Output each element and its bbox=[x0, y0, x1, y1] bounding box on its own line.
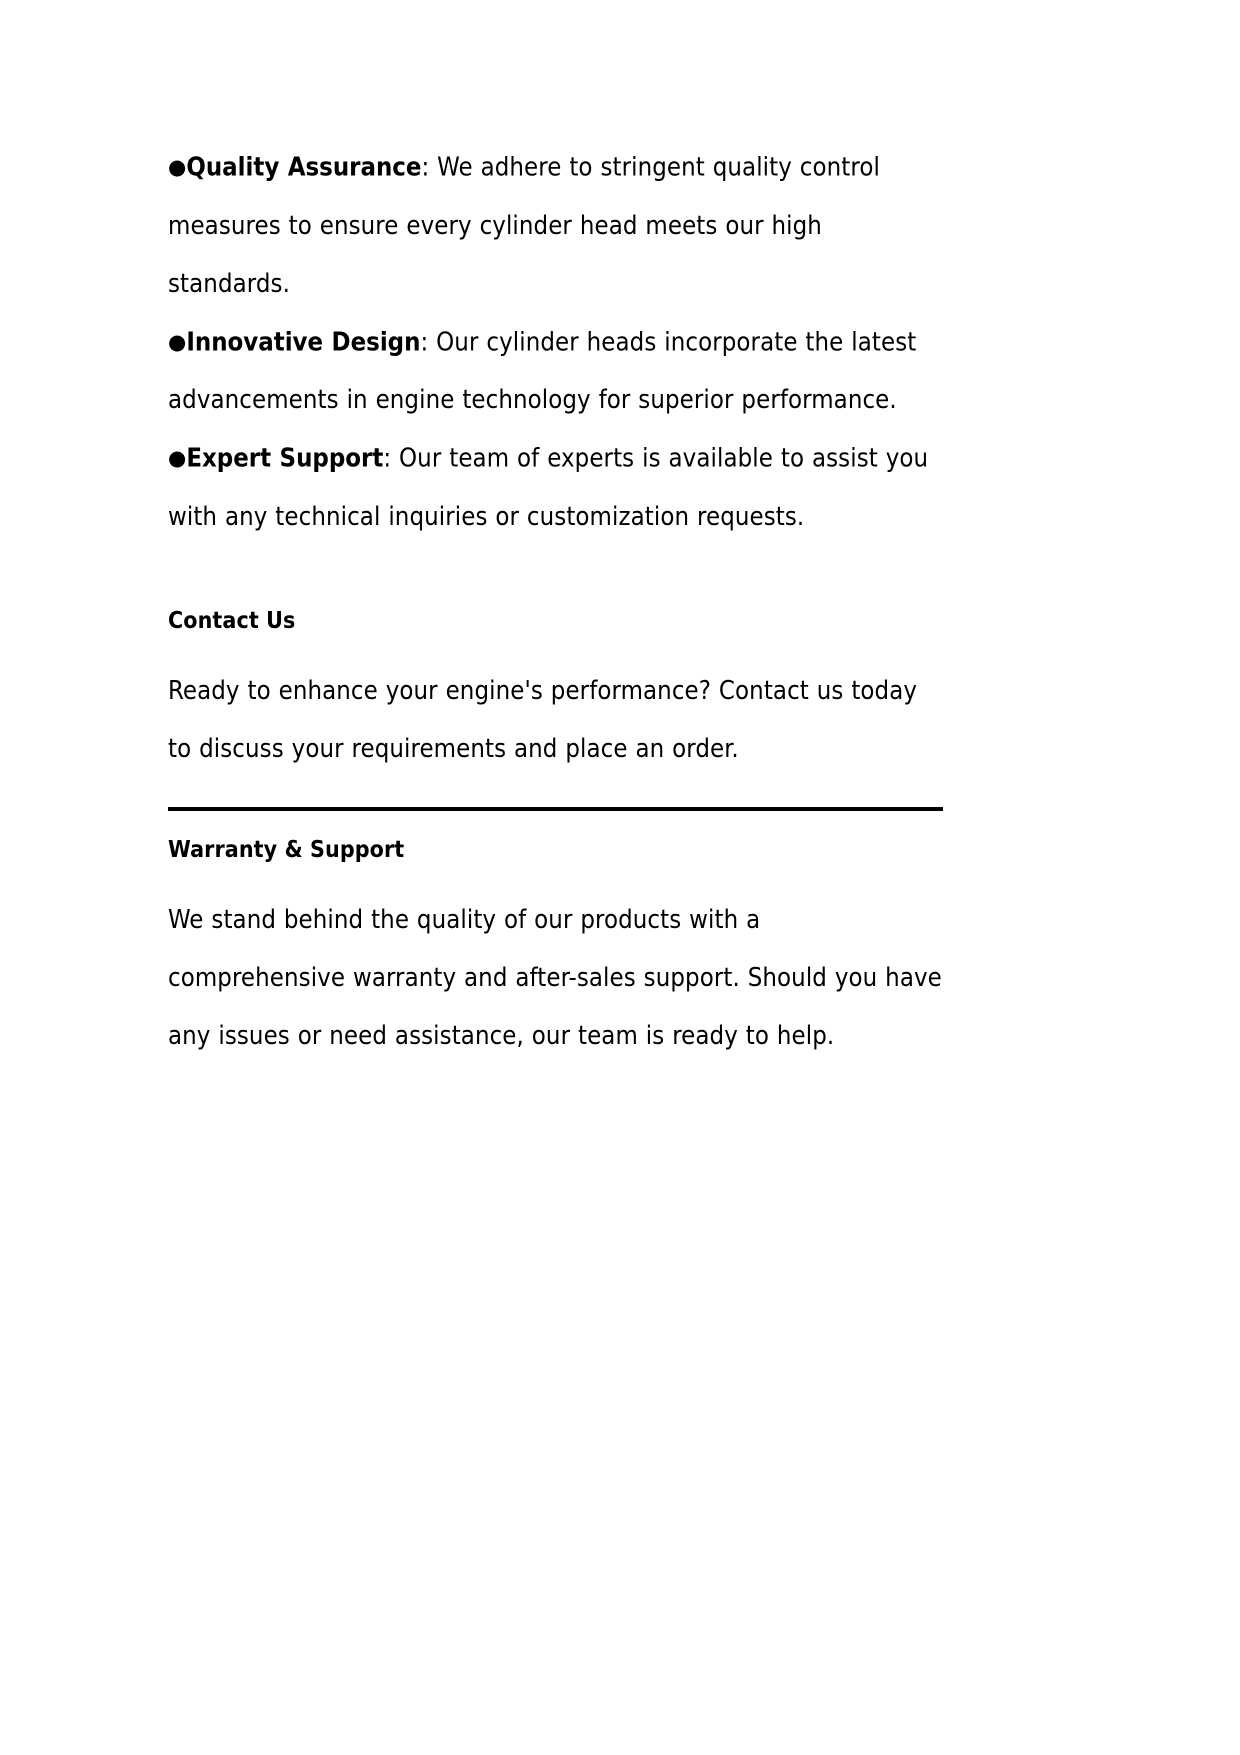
spacer bbox=[168, 546, 943, 604]
list-item-label: Quality Assurance bbox=[186, 152, 422, 183]
bullet-marker-icon: ● bbox=[168, 446, 187, 470]
bullet-marker-icon: ● bbox=[168, 329, 187, 354]
section-heading-warranty-support: Warranty & Support bbox=[168, 836, 405, 863]
section-paragraph-contact-us: Ready to enhance your engine's performance? Contact us today to discuss your requirements and place an order. bbox=[168, 675, 918, 764]
list-item-label: Innovative Design bbox=[186, 327, 421, 357]
section-paragraph-warranty-support: We stand behind the quality of our products with a comprehensive warranty and after-sales support. Should you have any issues or need assistance, our team is ready to help. bbox=[168, 904, 942, 1051]
section-heading-contact-us: Contact Us bbox=[168, 607, 296, 634]
list-item-text: : We adhere to stringent quality control measures to ensure every cylinder head meets our high standards. bbox=[168, 152, 880, 299]
list-item-label: Expert Support bbox=[186, 443, 384, 474]
bullet-marker-icon: ● bbox=[168, 155, 187, 179]
list-item-text: : Our team of experts is available to assist you with any technical inquiries or customization requests. bbox=[168, 443, 929, 532]
horizontal-rule bbox=[168, 807, 943, 811]
spacer bbox=[168, 867, 943, 891]
spacer bbox=[168, 638, 943, 662]
list-item bbox=[168, 313, 943, 430]
list-item-text: : Our cylinder heads incorporate the latest advancements in engine technology for superior performance. bbox=[168, 327, 917, 415]
document-body bbox=[168, 138, 943, 1065]
section-divider bbox=[168, 778, 943, 833]
list-item bbox=[168, 138, 943, 313]
list-item bbox=[168, 429, 943, 546]
